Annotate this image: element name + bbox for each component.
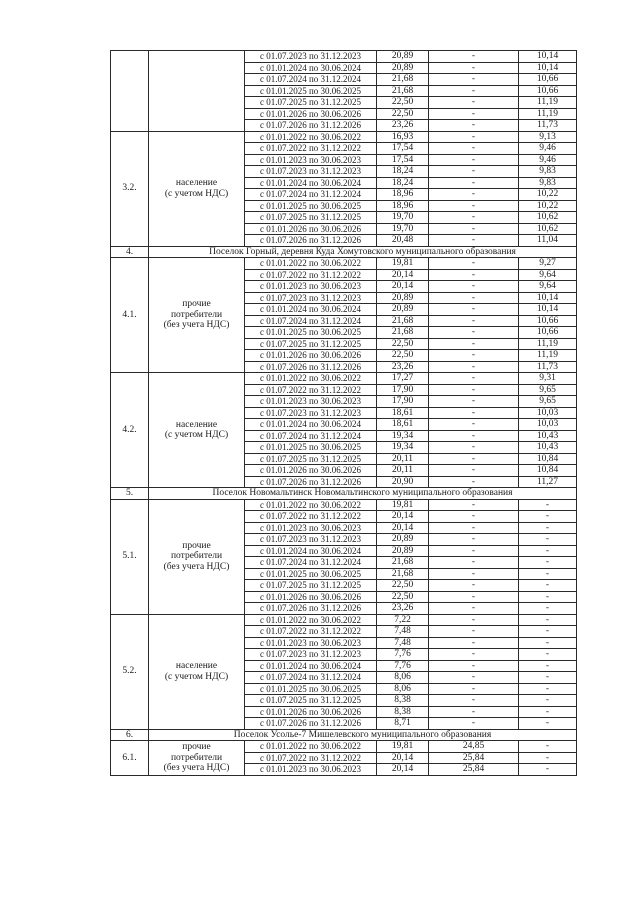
period-cell: с 01.07.2023 по 31.12.2023 — [245, 649, 377, 661]
tariff-value-3: 10,14 — [519, 304, 577, 316]
tariff-value-2: - — [429, 683, 519, 695]
period-cell: с 01.07.2026 по 31.12.2026 — [245, 120, 377, 132]
period-cell: с 01.07.2026 по 31.12.2026 — [245, 235, 377, 247]
tariff-value-1: 23,26 — [377, 120, 429, 132]
tariff-value-1: 17,27 — [377, 373, 429, 385]
consumer-category — [149, 741, 245, 776]
consumer-category-line: (с учетом НДС) — [164, 188, 229, 199]
period-cell: с 01.01.2024 по 30.06.2024 — [245, 62, 377, 74]
tariff-value-3: 11,19 — [519, 108, 577, 120]
tariff-value-1: 18,61 — [377, 419, 429, 431]
tariff-value-2: - — [429, 476, 519, 488]
consumer-category — [149, 614, 245, 729]
tariff-value-2: - — [429, 660, 519, 672]
tariff-value-3: 10,66 — [519, 327, 577, 339]
tariff-value-3: - — [519, 752, 577, 764]
tariff-value-3: - — [519, 672, 577, 684]
tariff-value-2: 24,85 — [429, 741, 519, 753]
tariff-value-2: - — [429, 419, 519, 431]
period-cell: с 01.01.2023 по 30.06.2023 — [245, 522, 377, 534]
period-cell: с 01.07.2026 по 31.12.2026 — [245, 603, 377, 615]
period-cell: с 01.01.2024 по 30.06.2024 — [245, 304, 377, 316]
tariff-value-2: - — [429, 718, 519, 730]
period-cell: с 01.01.2022 по 30.06.2022 — [245, 258, 377, 270]
tariff-value-2: - — [429, 62, 519, 74]
period-cell: с 01.07.2024 по 31.12.2024 — [245, 189, 377, 201]
period-cell: с 01.01.2023 по 30.06.2023 — [245, 154, 377, 166]
section-title: Поселок Усолье-7 Мишелевского муниципального образования — [149, 729, 577, 741]
tariff-value-2: - — [429, 361, 519, 373]
tariff-value-2: - — [429, 557, 519, 569]
period-cell: с 01.01.2022 по 30.06.2022 — [245, 499, 377, 511]
tariff-value-1: 17,54 — [377, 143, 429, 155]
tariff-value-2: - — [429, 568, 519, 580]
tariff-value-3: 10,14 — [519, 51, 577, 63]
period-cell: с 01.01.2026 по 30.06.2026 — [245, 223, 377, 235]
tariff-value-2: - — [429, 407, 519, 419]
tariff-value-3: 10,66 — [519, 85, 577, 97]
tariff-value-1: 20,14 — [377, 511, 429, 523]
tariff-value-1: 20,11 — [377, 465, 429, 477]
tariff-value-2: - — [429, 649, 519, 661]
tariff-value-1: 8,06 — [377, 672, 429, 684]
consumer-category-line: население — [175, 178, 218, 188]
period-cell: с 01.01.2022 по 30.06.2022 — [245, 741, 377, 753]
section-row — [111, 729, 577, 741]
tariff-value-1: 20,14 — [377, 752, 429, 764]
consumer-category — [149, 499, 245, 614]
tariff-value-1: 20,90 — [377, 476, 429, 488]
period-cell: с 01.07.2023 по 31.12.2023 — [245, 292, 377, 304]
tariff-value-3: - — [519, 511, 577, 523]
tariff-value-3: - — [519, 637, 577, 649]
tariff-value-3: 10,84 — [519, 465, 577, 477]
tariff-value-3: - — [519, 557, 577, 569]
period-cell: с 01.07.2022 по 31.12.2022 — [245, 384, 377, 396]
tariff-value-3: - — [519, 764, 577, 776]
tariff-value-2: - — [429, 614, 519, 626]
tariff-value-2: - — [429, 315, 519, 327]
tariff-value-1: 20,14 — [377, 764, 429, 776]
tariff-value-2: - — [429, 154, 519, 166]
tariff-value-2: - — [429, 269, 519, 281]
consumer-category — [149, 131, 245, 246]
tariff-value-1: 21,68 — [377, 74, 429, 86]
tariff-value-1: 8,71 — [377, 718, 429, 730]
period-cell: с 01.07.2025 по 31.12.2025 — [245, 212, 377, 224]
period-cell: с 01.07.2022 по 31.12.2022 — [245, 143, 377, 155]
tariff-value-3: - — [519, 591, 577, 603]
tariff-value-3: 11,19 — [519, 97, 577, 109]
tariff-value-3: 10,22 — [519, 200, 577, 212]
period-cell: с 01.01.2026 по 30.06.2026 — [245, 465, 377, 477]
period-cell: с 01.01.2023 по 30.06.2023 — [245, 764, 377, 776]
tariff-value-2: - — [429, 108, 519, 120]
period-cell: с 01.07.2025 по 31.12.2025 — [245, 97, 377, 109]
tariff-value-3: 10,14 — [519, 62, 577, 74]
period-cell: с 01.01.2025 по 30.06.2025 — [245, 683, 377, 695]
tariff-value-2: - — [429, 258, 519, 270]
tariff-value-3: 10,14 — [519, 292, 577, 304]
tariff-value-2: - — [429, 304, 519, 316]
tariff-value-1: 8,38 — [377, 695, 429, 707]
tariff-row — [111, 373, 577, 385]
tariff-value-3: - — [519, 695, 577, 707]
tariff-value-3: - — [519, 649, 577, 661]
tariff-value-1: 8,38 — [377, 706, 429, 718]
tariff-value-2: - — [429, 212, 519, 224]
tariff-value-3: - — [519, 626, 577, 638]
period-cell: с 01.01.2026 по 30.06.2026 — [245, 108, 377, 120]
tariff-value-3: 10,66 — [519, 74, 577, 86]
tariff-value-3: 11,27 — [519, 476, 577, 488]
tariff-value-2: - — [429, 499, 519, 511]
tariff-value-2: - — [429, 131, 519, 143]
tariff-value-1: 20,14 — [377, 269, 429, 281]
section-number: 5. — [111, 488, 149, 500]
tariff-value-2: - — [429, 51, 519, 63]
tariff-row — [111, 741, 577, 753]
consumer-category-line: потребители — [170, 309, 223, 320]
period-cell: с 01.07.2024 по 31.12.2024 — [245, 430, 377, 442]
tariff-value-1: 20,11 — [377, 453, 429, 465]
period-cell: с 01.07.2022 по 31.12.2022 — [245, 752, 377, 764]
tariff-value-1: 20,89 — [377, 292, 429, 304]
tariff-value-3: 10,03 — [519, 419, 577, 431]
tariff-value-1: 20,14 — [377, 522, 429, 534]
tariff-value-1: 7,48 — [377, 637, 429, 649]
tariff-value-1: 20,14 — [377, 281, 429, 293]
tariff-value-3: 10,43 — [519, 442, 577, 454]
tariff-value-2: - — [429, 465, 519, 477]
tariff-value-1: 22,50 — [377, 591, 429, 603]
period-cell: с 01.01.2022 по 30.06.2022 — [245, 373, 377, 385]
subsection-number — [111, 51, 149, 132]
tariff-table — [110, 50, 577, 776]
tariff-value-1: 20,89 — [377, 51, 429, 63]
tariff-value-2: - — [429, 281, 519, 293]
period-cell: с 01.07.2026 по 31.12.2026 — [245, 718, 377, 730]
tariff-value-1: 18,96 — [377, 189, 429, 201]
tariff-value-1: 18,24 — [377, 177, 429, 189]
tariff-value-1: 21,68 — [377, 327, 429, 339]
consumer-category — [149, 258, 245, 373]
tariff-row — [111, 499, 577, 511]
consumer-category-line: (с учетом НДС) — [164, 430, 229, 440]
tariff-value-3: 9,64 — [519, 269, 577, 281]
tariff-value-1: 17,54 — [377, 154, 429, 166]
tariff-value-1: 7,22 — [377, 614, 429, 626]
tariff-value-1: 19,70 — [377, 223, 429, 235]
section-row — [111, 488, 577, 500]
tariff-value-2: 25,84 — [429, 752, 519, 764]
period-cell: с 01.07.2025 по 31.12.2025 — [245, 580, 377, 592]
tariff-value-3: - — [519, 706, 577, 718]
tariff-value-2: - — [429, 74, 519, 86]
tariff-value-2: - — [429, 350, 519, 362]
tariff-row — [111, 258, 577, 270]
tariff-value-2: - — [429, 373, 519, 385]
tariff-value-2: - — [429, 637, 519, 649]
period-cell: с 01.07.2024 по 31.12.2024 — [245, 315, 377, 327]
period-cell: с 01.01.2026 по 30.06.2026 — [245, 591, 377, 603]
period-cell: с 01.07.2026 по 31.12.2026 — [245, 361, 377, 373]
tariff-value-1: 22,50 — [377, 350, 429, 362]
period-cell: с 01.07.2023 по 31.12.2023 — [245, 166, 377, 178]
subsection-number: 3.2. — [111, 131, 149, 246]
tariff-value-3: 9,83 — [519, 177, 577, 189]
period-cell: с 01.01.2025 по 30.06.2025 — [245, 200, 377, 212]
section-row — [111, 246, 577, 258]
tariff-value-3: 11,73 — [519, 120, 577, 132]
tariff-value-2: - — [429, 603, 519, 615]
tariff-value-1: 18,61 — [377, 407, 429, 419]
tariff-value-3: - — [519, 534, 577, 546]
consumer-category-line: прочие — [182, 540, 211, 551]
tariff-value-3: - — [519, 499, 577, 511]
tariff-value-2: - — [429, 177, 519, 189]
tariff-value-2: - — [429, 166, 519, 178]
tariff-value-1: 22,50 — [377, 338, 429, 350]
tariff-value-3: 9,46 — [519, 154, 577, 166]
tariff-value-2: - — [429, 442, 519, 454]
consumer-category-line: (без учета НДС) — [163, 561, 230, 572]
tariff-value-2: - — [429, 97, 519, 109]
tariff-value-3: 10,62 — [519, 223, 577, 235]
tariff-value-3: 10,03 — [519, 407, 577, 419]
consumer-category-line: (без учета НДС) — [163, 320, 230, 331]
tariff-value-1: 18,24 — [377, 166, 429, 178]
tariff-value-1: 18,96 — [377, 200, 429, 212]
tariff-row — [111, 131, 577, 143]
consumer-category — [149, 373, 245, 488]
period-cell: с 01.07.2022 по 31.12.2022 — [245, 626, 377, 638]
tariff-value-3: 9,64 — [519, 281, 577, 293]
period-cell: с 01.07.2025 по 31.12.2025 — [245, 695, 377, 707]
tariff-value-3: - — [519, 580, 577, 592]
tariff-value-3: 10,43 — [519, 430, 577, 442]
tariff-value-2: - — [429, 223, 519, 235]
tariff-value-2: - — [429, 143, 519, 155]
tariff-value-1: 20,89 — [377, 304, 429, 316]
period-cell: с 01.01.2023 по 30.06.2023 — [245, 281, 377, 293]
tariff-value-1: 20,48 — [377, 235, 429, 247]
tariff-value-1: 7,76 — [377, 660, 429, 672]
tariff-value-1: 22,50 — [377, 580, 429, 592]
subsection-number: 5.1. — [111, 499, 149, 614]
subsection-number: 5.2. — [111, 614, 149, 729]
period-cell: с 01.07.2025 по 31.12.2025 — [245, 453, 377, 465]
section-number: 4. — [111, 246, 149, 258]
consumer-category-line: прочие — [182, 742, 211, 752]
tariff-value-2: 25,84 — [429, 764, 519, 776]
period-cell: с 01.01.2025 по 30.06.2025 — [245, 442, 377, 454]
tariff-value-2: - — [429, 430, 519, 442]
tariff-value-3: 11,04 — [519, 235, 577, 247]
subsection-number: 4.1. — [111, 258, 149, 373]
tariff-value-1: 21,68 — [377, 85, 429, 97]
tariff-value-1: 23,26 — [377, 361, 429, 373]
tariff-value-3: 11,19 — [519, 350, 577, 362]
tariff-value-1: 23,26 — [377, 603, 429, 615]
period-cell: с 01.01.2022 по 30.06.2022 — [245, 614, 377, 626]
subsection-number: 6.1. — [111, 741, 149, 776]
period-cell: с 01.01.2025 по 30.06.2025 — [245, 568, 377, 580]
consumer-category-line: прочие — [182, 299, 211, 310]
tariff-value-3: - — [519, 718, 577, 730]
tariff-value-1: 7,48 — [377, 626, 429, 638]
tariff-value-1: 21,68 — [377, 315, 429, 327]
tariff-value-2: - — [429, 85, 519, 97]
consumer-category — [149, 51, 245, 132]
tariff-value-1: 21,68 — [377, 568, 429, 580]
period-cell: с 01.07.2022 по 31.12.2022 — [245, 269, 377, 281]
tariff-value-3: 10,66 — [519, 315, 577, 327]
consumer-category-line: потребители — [170, 551, 223, 562]
tariff-value-1: 7,76 — [377, 649, 429, 661]
tariff-value-3: 9,13 — [519, 131, 577, 143]
tariff-value-1: 22,50 — [377, 108, 429, 120]
tariff-value-2: - — [429, 591, 519, 603]
section-title: Поселок Новомальтинск Новомальтинского муниципального образования — [149, 488, 577, 500]
tariff-value-2: - — [429, 338, 519, 350]
tariff-value-1: 20,89 — [377, 534, 429, 546]
period-cell: с 01.01.2024 по 30.06.2024 — [245, 419, 377, 431]
tariff-value-2: - — [429, 695, 519, 707]
period-cell: с 01.01.2022 по 30.06.2022 — [245, 131, 377, 143]
tariff-value-1: 8,06 — [377, 683, 429, 695]
tariff-value-1: 19,81 — [377, 499, 429, 511]
tariff-value-3: 10,62 — [519, 212, 577, 224]
period-cell: с 01.01.2025 по 30.06.2025 — [245, 327, 377, 339]
period-cell: с 01.07.2025 по 31.12.2025 — [245, 338, 377, 350]
tariff-value-2: - — [429, 580, 519, 592]
tariff-value-1: 19,34 — [377, 430, 429, 442]
tariff-table-body — [111, 51, 577, 776]
period-cell: с 01.07.2024 по 31.12.2024 — [245, 672, 377, 684]
period-cell: с 01.07.2022 по 31.12.2022 — [245, 511, 377, 523]
tariff-value-3: 11,19 — [519, 338, 577, 350]
tariff-value-3: - — [519, 614, 577, 626]
period-cell: с 01.01.2023 по 30.06.2023 — [245, 396, 377, 408]
consumer-category-line: население — [175, 419, 218, 430]
tariff-value-2: - — [429, 453, 519, 465]
period-cell: с 01.07.2024 по 31.12.2024 — [245, 557, 377, 569]
tariff-value-3: - — [519, 603, 577, 615]
consumer-category-line: потребители — [170, 752, 223, 763]
period-cell: с 01.01.2024 по 30.06.2024 — [245, 177, 377, 189]
tariff-value-1: 19,81 — [377, 258, 429, 270]
period-cell: с 01.07.2024 по 31.12.2024 — [245, 74, 377, 86]
period-cell: с 01.01.2026 по 30.06.2026 — [245, 706, 377, 718]
period-cell: с 01.01.2023 по 30.06.2023 — [245, 637, 377, 649]
tariff-value-1: 22,50 — [377, 97, 429, 109]
tariff-value-2: - — [429, 327, 519, 339]
tariff-value-3: - — [519, 683, 577, 695]
tariff-value-2: - — [429, 189, 519, 201]
tariff-value-3: - — [519, 660, 577, 672]
tariff-value-2: - — [429, 522, 519, 534]
tariff-value-3: 10,84 — [519, 453, 577, 465]
section-number: 6. — [111, 729, 149, 741]
tariff-value-3: - — [519, 545, 577, 557]
tariff-value-3: - — [519, 522, 577, 534]
period-cell: с 01.01.2024 по 30.06.2024 — [245, 660, 377, 672]
period-cell: с 01.01.2024 по 30.06.2024 — [245, 545, 377, 557]
tariff-value-2: - — [429, 545, 519, 557]
tariff-value-1: 16,93 — [377, 131, 429, 143]
period-cell: с 01.01.2025 по 30.06.2025 — [245, 85, 377, 97]
tariff-value-3: 9,46 — [519, 143, 577, 155]
period-cell: с 01.07.2023 по 31.12.2023 — [245, 51, 377, 63]
tariff-value-3: 9,65 — [519, 384, 577, 396]
period-cell: с 01.07.2023 по 31.12.2023 — [245, 534, 377, 546]
tariff-value-1: 19,81 — [377, 741, 429, 753]
period-cell: с 01.07.2026 по 31.12.2026 — [245, 476, 377, 488]
tariff-value-3: 10,22 — [519, 189, 577, 201]
tariff-value-1: 21,68 — [377, 557, 429, 569]
subsection-number: 4.2. — [111, 373, 149, 488]
period-cell: с 01.01.2026 по 30.06.2026 — [245, 350, 377, 362]
tariff-value-1: 20,89 — [377, 545, 429, 557]
tariff-value-2: - — [429, 672, 519, 684]
tariff-value-3: - — [519, 568, 577, 580]
tariff-value-1: 20,89 — [377, 62, 429, 74]
tariff-value-2: - — [429, 384, 519, 396]
consumer-category-line: население — [175, 661, 218, 671]
tariff-value-2: - — [429, 396, 519, 408]
tariff-value-2: - — [429, 120, 519, 132]
tariff-value-1: 17,90 — [377, 396, 429, 408]
tariff-value-2: - — [429, 511, 519, 523]
tariff-row — [111, 614, 577, 626]
tariff-value-2: - — [429, 200, 519, 212]
tariff-value-2: - — [429, 235, 519, 247]
tariff-value-1: 17,90 — [377, 384, 429, 396]
tariff-value-3: 9,65 — [519, 396, 577, 408]
tariff-value-2: - — [429, 626, 519, 638]
tariff-value-2: - — [429, 706, 519, 718]
tariff-row — [111, 51, 577, 63]
tariff-value-1: 19,34 — [377, 442, 429, 454]
tariff-value-3: 9,31 — [519, 373, 577, 385]
tariff-value-3: - — [519, 741, 577, 753]
period-cell: с 01.07.2023 по 31.12.2023 — [245, 407, 377, 419]
tariff-value-1: 19,70 — [377, 212, 429, 224]
section-title: Поселок Горный, деревня Куда Хомутовского муниципального образования — [149, 246, 577, 258]
tariff-value-3: 9,27 — [519, 258, 577, 270]
tariff-value-2: - — [429, 292, 519, 304]
tariff-value-3: 11,73 — [519, 361, 577, 373]
tariff-value-2: - — [429, 534, 519, 546]
consumer-category-line: (без учета НДС) — [163, 763, 230, 773]
consumer-category-line: (с учетом НДС) — [164, 671, 229, 682]
tariff-value-3: 9,83 — [519, 166, 577, 178]
